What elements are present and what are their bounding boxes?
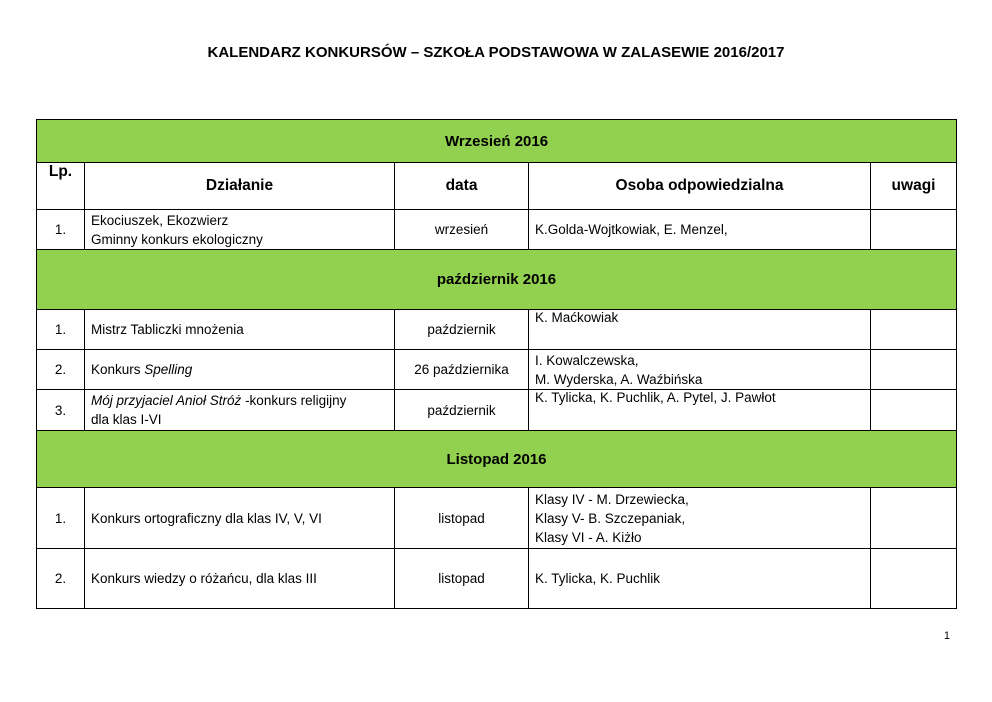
dzialanie-prefix: Konkurs [91, 362, 145, 377]
table-row [37, 549, 957, 609]
cell-data: październik [395, 310, 529, 350]
cell-dzialanie: Konkurs wiedzy o różańcu, dla klas III [85, 549, 395, 609]
cell-dzialanie: Konkurs ortograficzny dla klas IV, V, VI [85, 488, 395, 549]
month-heading: Wrzesień 2016 [37, 120, 957, 163]
cell-data: listopad [395, 488, 529, 549]
page-number: 1 [943, 630, 950, 642]
header-osoba: Osoba odpowiedzialna [529, 163, 871, 210]
cell-uwagi [871, 210, 957, 250]
osoba-line: I. Kowalczewska, [535, 352, 639, 368]
cell-uwagi [871, 350, 957, 390]
cell-uwagi [871, 488, 957, 549]
contest-calendar-table [36, 119, 957, 609]
month-row-october [37, 250, 957, 310]
cell-osoba: K. Tylicka, K. Puchlik, A. Pytel, J. Pawłot [529, 390, 871, 431]
cell-lp: 1. [37, 310, 85, 350]
cell-dzialanie: Mistrz Tabliczki mnożenia [85, 310, 395, 350]
cell-lp: 3. [37, 390, 85, 431]
cell-dzialanie [85, 390, 395, 431]
cell-osoba: K. Tylicka, K. Puchlik [529, 549, 871, 609]
month-heading: październik 2016 [37, 250, 957, 310]
cell-dzialanie [85, 210, 395, 250]
dzialanie-line: Gminny konkurs ekologiczny [91, 231, 263, 247]
osoba-line: Klasy V- B. Szczepaniak, [535, 510, 686, 526]
cell-lp: 1. [37, 210, 85, 250]
table-row [37, 390, 957, 431]
month-heading: Listopad 2016 [37, 431, 957, 488]
cell-data: listopad [395, 549, 529, 609]
cell-dzialanie [85, 350, 395, 390]
osoba-line: Klasy VI - A. Kiżło [535, 529, 642, 545]
cell-uwagi [871, 549, 957, 609]
cell-data: 26 października [395, 350, 529, 390]
header-lp: Lp. [37, 163, 85, 210]
month-row-november [37, 431, 957, 488]
cell-uwagi [871, 310, 957, 350]
cell-lp: 2. [37, 350, 85, 390]
dzialanie-italic: Mój przyjaciel Anioł Stróż [91, 393, 246, 408]
cell-osoba [529, 350, 871, 390]
osoba-line: Klasy IV - M. Drzewiecka, [535, 491, 689, 507]
table-header-row [37, 163, 957, 210]
cell-data: październik [395, 390, 529, 431]
dzialanie-line [91, 391, 388, 410]
cell-osoba [529, 488, 871, 549]
header-dzialanie: Działanie [85, 163, 395, 210]
dzialanie-line: dla klas I-VI [91, 412, 162, 427]
dzialanie-line: Ekociuszek, Ekozwierz [91, 212, 229, 228]
month-row-september [37, 120, 957, 163]
table-row [37, 350, 957, 390]
dzialanie-suffix: -konkurs religijny [245, 393, 347, 408]
header-uwagi: uwagi [871, 163, 957, 210]
table-row [37, 310, 957, 350]
cell-lp: 1. [37, 488, 85, 549]
header-data: data [395, 163, 529, 210]
table-row [37, 210, 957, 250]
cell-uwagi [871, 390, 957, 431]
document-title: KALENDARZ KONKURSÓW – SZKOŁA PODSTAWOWA W ZALASEWIE 2016/2017 [207, 44, 785, 61]
cell-lp: 2. [37, 549, 85, 609]
osoba-line: M. Wyderska, A. Waźbińska [535, 371, 703, 387]
cell-osoba: K. Maćkowiak [529, 310, 871, 350]
cell-osoba: K.Golda-Wojtkowiak, E. Menzel, [529, 210, 871, 250]
table-row [37, 488, 957, 549]
dzialanie-italic: Spelling [144, 362, 193, 377]
cell-data: wrzesień [395, 210, 529, 250]
